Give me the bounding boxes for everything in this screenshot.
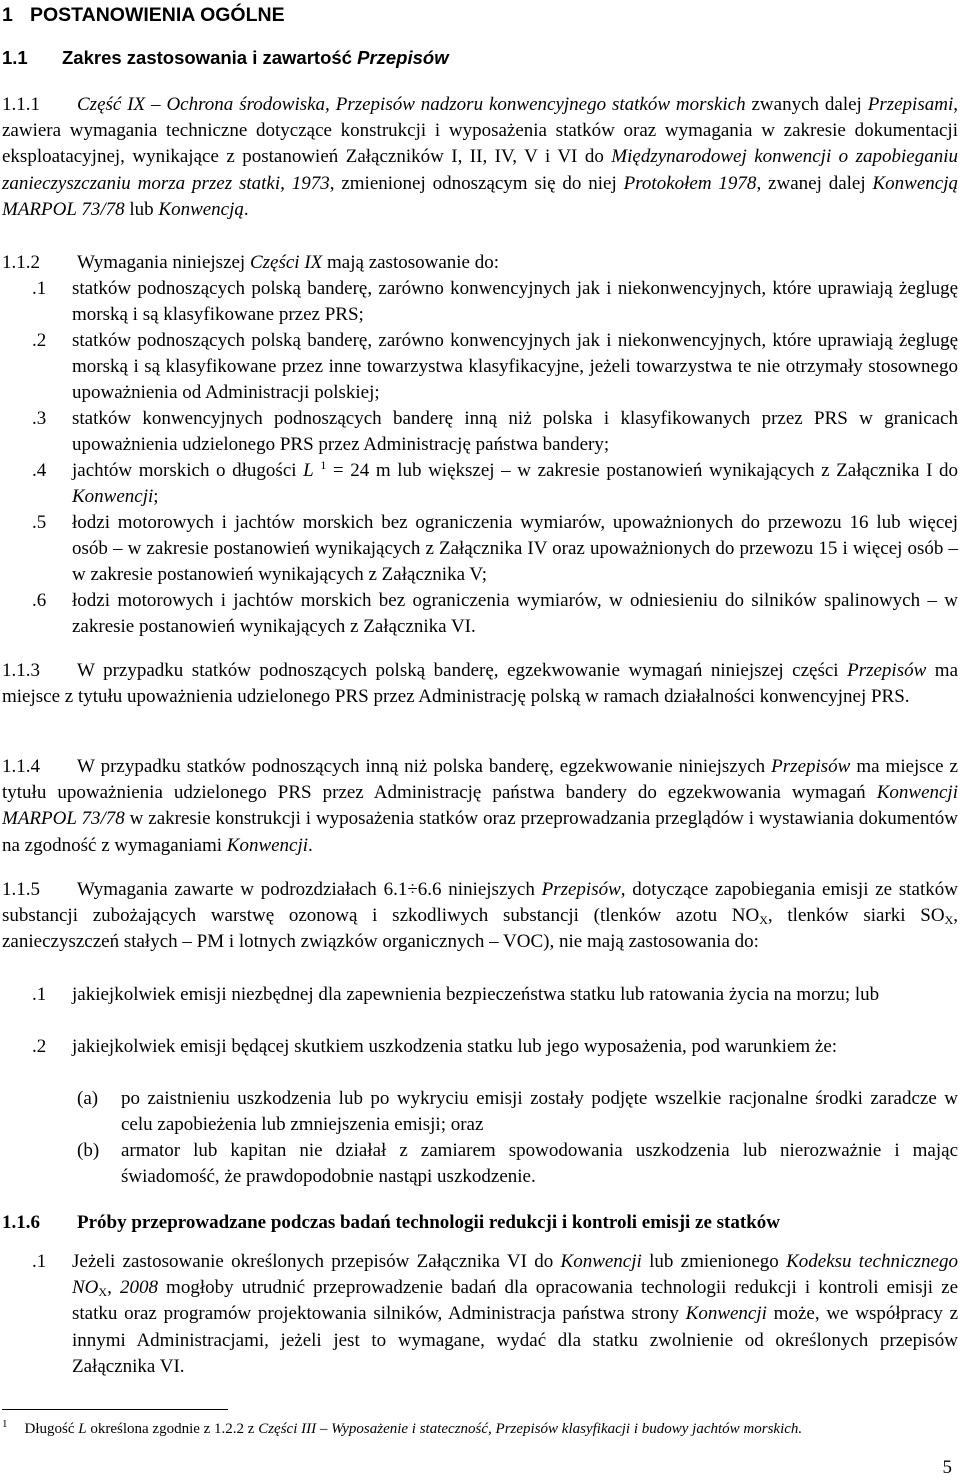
paragraph-title: Próby przeprowadzane podczas badań technologii redukcji i kontroli emisji ze statków xyxy=(77,1212,780,1233)
paragraph-1-1-6-title xyxy=(2,1210,958,1236)
list-item-label: .1 xyxy=(32,278,47,299)
footnote-mark: 1 xyxy=(2,1418,8,1430)
sub-list-item-text: armator lub kapitan nie działał z zamiarem spowodowania uszkodzenia lub nierozważnie i mając świadomość, że prawdopodobnie nastąpi uszkodzenie. xyxy=(121,1140,958,1188)
text: W przypadku statków podnoszących inną niż polska banderę, egzekwowanie niniejszych xyxy=(77,756,772,777)
footnote-ref: 1 xyxy=(320,458,327,472)
term: Konwencji xyxy=(560,1251,642,1272)
list-item-label: .1 xyxy=(32,1251,47,1272)
list-item xyxy=(32,510,958,589)
section-title: Zakres zastosowania i zawartość xyxy=(62,47,358,68)
protocol-title: Protokołem 1978 xyxy=(623,172,757,194)
convention-title: Międzynarodowej konwencji o zapobieganiu zanieczyszczaniu morza przez statki, 1973 xyxy=(2,146,959,194)
list-item-text xyxy=(72,458,958,510)
term: Konwencją xyxy=(158,198,244,220)
text: mają zastosowanie do: xyxy=(322,252,500,273)
list-item-text: statków konwencyjnych podnoszących banderę inną niż polska i klasyfikowanych przez PRS w granicach upoważnienia udzielonego PRS przez Administrację państwa bandery; xyxy=(72,408,958,456)
section-number: 1.1 xyxy=(2,47,28,68)
text: ma miejsce z tytułu upoważnienia udzielonego PRS przez Administrację polską w ramach działalności konwencyjnej PRS. xyxy=(2,660,959,708)
paragraph-number: 1.1.5 xyxy=(2,879,40,900)
code-title: Kodeksu technicznego NO xyxy=(72,1251,958,1299)
list-item xyxy=(32,458,958,510)
text: . xyxy=(308,834,313,856)
symbol: L xyxy=(78,1421,87,1437)
text: Jeżeli zastosowanie określonych przepisów Załącznika VI do xyxy=(72,1251,561,1272)
text: , dotyczące zapobiegania emisji ze statków substancji zubożających warstwę ozonową i szkodliwych substancji (tlenków azotu NO xyxy=(2,879,958,927)
paragraph-number: 1.1.3 xyxy=(2,660,40,681)
paragraph-1-1-4 xyxy=(2,754,958,859)
text: = 24 m lub większej – w zakresie postanowień wynikających z Załącznika I do xyxy=(326,460,959,481)
text: w zakresie konstrukcji i wyposażenia statków oraz przeprowadzania przeglądów i wystawiania dokumentów na zgodność z wymaganiami xyxy=(2,808,958,856)
text: , zmienionej odnoszącym się do niej xyxy=(329,172,624,194)
symbol: L xyxy=(303,460,314,481)
list-item-label: .6 xyxy=(32,590,47,611)
text: , zanieczyszczeń stałych – PM i lotnych związków organicznych – VOC), nie mają zastosowania do: xyxy=(2,905,958,953)
list-item-text: jakiejkolwiek emisji niezbędnej dla zapewnienia bezpieczeństwa statku lub ratowania życia na morzu; lub xyxy=(72,984,880,1005)
subscript: X xyxy=(98,1285,108,1300)
sub-list-item-label: (b) xyxy=(77,1140,100,1161)
term: Konwencją MARPOL 73/78 xyxy=(2,172,958,220)
text: zwanych dalej xyxy=(745,94,868,115)
reference-title: Części III – Wyposażenie i stateczność, Przepisów klasyfikacji i budowy jachtów morskich. xyxy=(258,1421,803,1437)
paragraph-1-1-5 xyxy=(2,877,958,956)
subscript: X xyxy=(944,913,954,928)
page-number: 5 xyxy=(942,1457,952,1478)
text: . xyxy=(243,198,249,220)
list-item-label: .1 xyxy=(32,984,47,1005)
chapter-heading xyxy=(2,2,285,28)
list-item xyxy=(32,588,958,640)
section-title-italic: Przepisów xyxy=(357,47,449,68)
subscript: X xyxy=(759,913,768,928)
list-item xyxy=(32,328,958,407)
paragraph-1-1-3 xyxy=(2,658,958,710)
text: , tlenków siarki SO xyxy=(767,905,945,927)
list-item-label: .4 xyxy=(32,460,47,481)
chapter-number: 1 xyxy=(2,4,13,26)
list-item xyxy=(32,1034,958,1060)
term: Przepisami xyxy=(867,94,954,115)
list-item-label: .2 xyxy=(32,330,47,351)
term: Konwencji xyxy=(685,1303,767,1325)
paragraph-number: 1.1.4 xyxy=(2,756,40,777)
section-heading xyxy=(2,45,449,71)
sub-list-item xyxy=(77,1138,958,1190)
paragraph-number: 1.1.6 xyxy=(2,1212,40,1233)
paragraph-1-1-2 xyxy=(2,250,958,276)
text: ma miejsce z tytułu upoważnienia udzielonego PRS przez Administrację państwa bandery do egzekwowania wymagań xyxy=(2,756,958,804)
term: Części IX xyxy=(249,252,323,273)
sub-list-item-text: po zaistnieniu uszkodzenia lub po wykryciu emisji zostały podjęte wszelkie racjonalne środki zaradcze w celu zapobieżenia lub zmniejszenia emisji; oraz xyxy=(121,1088,958,1136)
paragraph-number: 1.1.2 xyxy=(2,252,40,273)
term: Przepisów xyxy=(771,756,851,777)
list-item xyxy=(32,406,958,458)
term: Przepisów xyxy=(541,879,621,900)
text: lub zmienionego xyxy=(641,1251,787,1272)
footnote xyxy=(2,1420,802,1440)
paragraph-1-1-1 xyxy=(2,92,958,223)
code-title: , 2008 xyxy=(107,1277,158,1299)
term: Konwencji xyxy=(72,486,154,508)
list-item-text xyxy=(72,1249,958,1380)
list-item-text: statków podnoszących polską banderę, zarówno konwencyjnych jak i niekonwencyjnych, które uprawiają żeglugę morską i są klasyfikowane przez PRS; xyxy=(72,278,958,326)
list-item xyxy=(32,1249,958,1380)
footnote-separator xyxy=(2,1409,228,1410)
chapter-title: POSTANOWIENIA OGÓLNE xyxy=(30,4,285,26)
text: , zwanej dalej xyxy=(756,172,873,194)
text: Wymagania niniejszej xyxy=(77,252,250,273)
text: Wymagania zawarte w podrozdziałach 6.1÷6.6 niniejszych xyxy=(77,879,542,900)
text: mogłoby utrudnić przeprowadzenie badań dla opracowania technologii redukcji i kontroli emisji ze statku oraz programów projektowania silników, Administracja państwa strony xyxy=(72,1277,958,1325)
text: W przypadku statków podnoszących polską banderę, egzekwowanie wymagań niniejszej części xyxy=(77,660,848,681)
list-item xyxy=(32,982,958,1008)
term: Konwencji MARPOL 73/78 xyxy=(2,782,958,830)
list-item-text: łodzi motorowych i jachtów morskich bez ograniczenia wymiarów, upoważnionych do przewozu 16 lub więcej osób – w zakresie postanowień wynikających z Załącznika IV oraz upoważnionych do przewozu 15 i więcej osób – w zakresie postanowień wynikających z Załącznika V; xyxy=(72,512,958,586)
list-item-label: .3 xyxy=(32,408,47,429)
text: jachtów morskich o długości xyxy=(72,460,304,481)
text: ; xyxy=(153,486,159,508)
term: Przepisów xyxy=(847,660,927,681)
term: Konwencji xyxy=(226,834,309,856)
list-item-text: statków podnoszących polską banderę, zarówno konwencyjnych jak i niekonwencyjnych, które uprawiają żeglugę morską i są klasyfikowane przez inne towarzystwa klasyfikacyjne, jeżeli towarzystwa te nie otrzymały stosownego upoważnienia od Administracji polskiej; xyxy=(72,330,958,404)
list-item-text: łodzi motorowych i jachtów morskich bez ograniczenia wymiarów, w odniesieniu do silników spalinowych – w zakresie postanowień wynikających z Załącznika VI. xyxy=(72,590,958,638)
list-item xyxy=(32,276,958,328)
list-item-label: .2 xyxy=(32,1036,47,1057)
list-item-text: jakiejkolwiek emisji będącej skutkiem uszkodzenia statku lub jego wyposażenia, pod warunkiem że: xyxy=(72,1036,838,1057)
part-title: Część IX – Ochrona środowiska, Przepisów nadzoru konwencyjnego statków morskich xyxy=(77,94,746,115)
sub-list-item-label: (a) xyxy=(77,1088,99,1109)
text: może, we współpracy z innymi Administracjami, jeżeli jest to wymagane, wydać dla statku zwolnienie od określonych przepisów Załącznika VI. xyxy=(72,1303,958,1377)
list-item-label: .5 xyxy=(32,512,47,533)
text: określona zgodnie z 1.2.2 z xyxy=(86,1421,259,1437)
text: , zawiera wymagania techniczne dotyczące konstrukcji i wyposażenia statków oraz wymagania w zakresie dokumentacji eksploatacyjnej, wynikające z postanowień Załączników I, II, IV, V i VI do xyxy=(2,94,958,168)
sub-list-item xyxy=(77,1086,958,1138)
paragraph-number: 1.1.1 xyxy=(2,94,40,115)
text: lub xyxy=(124,198,159,220)
text: Długość xyxy=(24,1421,79,1437)
